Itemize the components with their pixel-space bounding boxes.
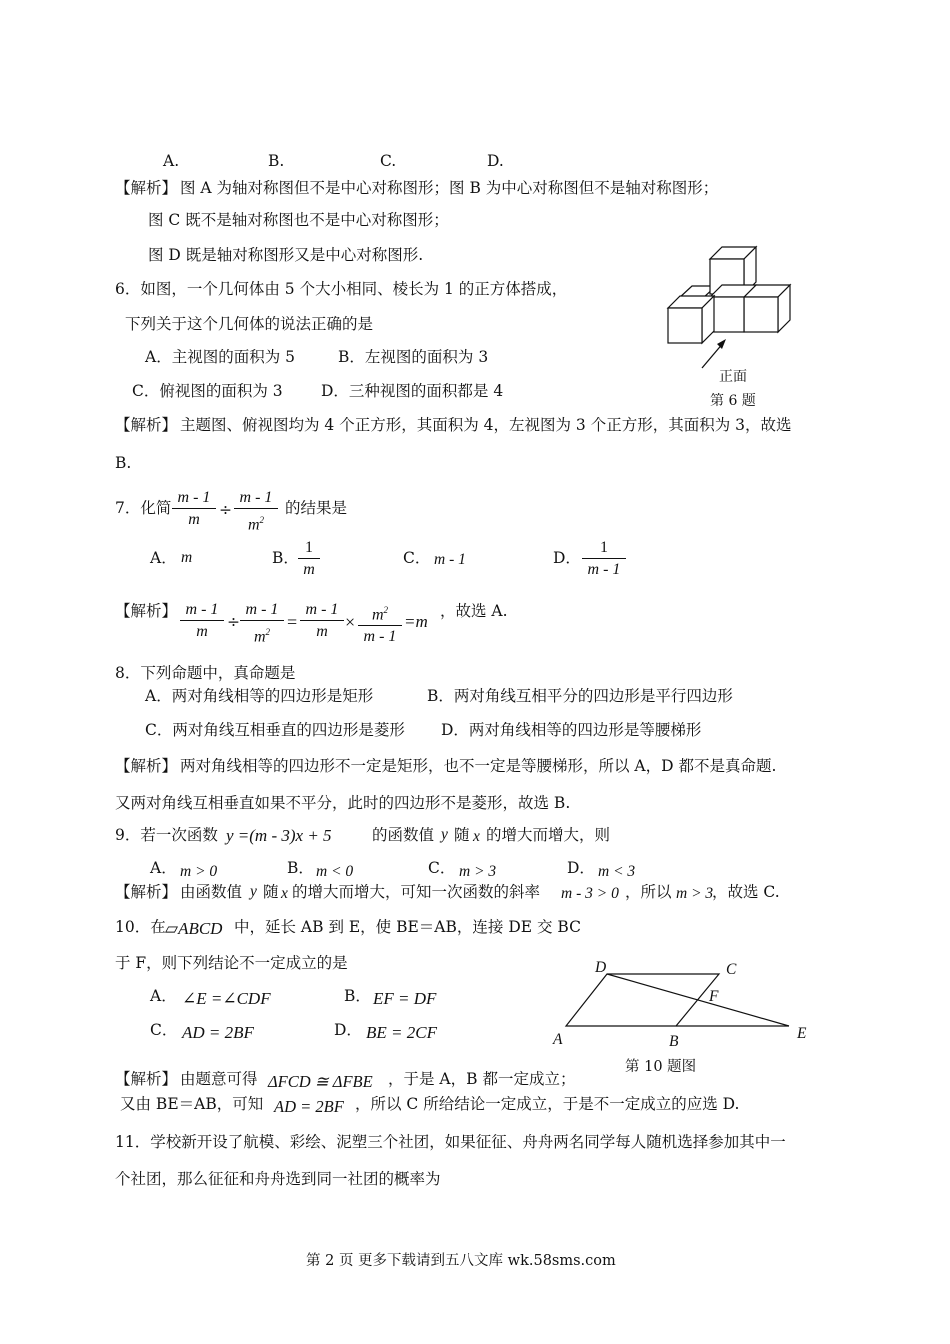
q7-stem-prefix: 7．化简: [115, 499, 172, 517]
q5-analysis-line: 图 D 既是轴对称图形又是中心对称图形.: [148, 246, 424, 264]
q6-analysis-label: 【解析】: [115, 416, 178, 434]
q7-stem-suffix: 的结果是: [285, 499, 348, 517]
q7-option-c-label: C．: [403, 549, 431, 567]
q10-option-a-label: A．: [150, 987, 177, 1005]
q7-option-b-label: B．: [272, 549, 299, 567]
q7-analysis-divide: ÷: [227, 613, 240, 631]
q6-figure-caption: 第 6 题: [710, 393, 756, 409]
q9-stem-mid: 随: [454, 826, 470, 844]
q8-analysis-label: 【解析】: [115, 757, 178, 775]
q9-option-c-label: C．: [428, 859, 456, 877]
q7-analysis-tail: ，故选 A.: [440, 602, 508, 620]
q7-divide-sign: ÷: [219, 501, 232, 519]
q8-option-d: D．两对角线相等的四边形是等腰梯形: [441, 721, 702, 739]
q6-stem: 6．如图，一个几何体由 5 个大小相同、棱长为 1 的正方体搭成，: [115, 280, 568, 298]
q9-analysis-text: 随: [263, 883, 279, 901]
q6-option-d: D．三种视图的面积都是 4: [321, 382, 504, 400]
q10-analysis-expr: ΔFCD ≅ ΔFBE: [268, 1072, 373, 1091]
q5-analysis-line: 图 A 为轴对称图但不是中心对称图形；图 B 为中心对称图但不是轴对称图形；: [180, 179, 719, 197]
q8-analysis-line: 又两对角线互相垂直如果不平分，此时的四边形不是菱形，故选 B.: [115, 794, 571, 812]
q10-parallelogram: ▱ABCD: [165, 919, 223, 938]
q9-analysis-var-y: y: [250, 883, 257, 900]
q10-label-d: D: [595, 959, 607, 976]
q10-stem-prefix: 10．在: [115, 918, 166, 936]
q10-option-c-value: AD = 2BF: [182, 1023, 254, 1042]
q9-function: y =(m - 3)x + 5: [226, 826, 332, 845]
q8-stem: 8．下列命题中，真命题是: [115, 664, 296, 682]
q9-analysis-expr: m - 3 > 0: [561, 885, 619, 902]
q10-label-a: A: [553, 1031, 563, 1048]
q9-option-b-value: m < 0: [316, 863, 354, 880]
q7-fraction-1: m - 1 m: [172, 488, 216, 531]
q5-option-d: D.: [487, 152, 504, 170]
q11-stem: 个社团，那么征征和舟舟选到同一社团的概率为: [115, 1170, 441, 1188]
q10-label-c: C: [726, 961, 737, 978]
q7-fraction-2: m - 1 $m^2$: [234, 488, 278, 536]
q10-option-b-value: EF = DF: [373, 989, 437, 1008]
q5-option-b: B.: [268, 152, 285, 170]
q7-option-d-label: D．: [553, 549, 581, 567]
q10-analysis-text: 由题意可得: [180, 1070, 258, 1088]
q9-analysis-expr: m > 3: [676, 885, 714, 902]
q10-option-d-label: D．: [334, 1021, 362, 1039]
q7-analysis-equals: =: [287, 612, 298, 632]
q10-figure-caption: 第 10 题图: [625, 1059, 697, 1075]
q9-option-b-label: B．: [287, 859, 314, 877]
q6-option-a: A．主视图的面积为 5: [145, 348, 295, 366]
q9-analysis-text: ，故选 C.: [712, 883, 780, 901]
q6-analysis-line: B.: [115, 454, 132, 472]
q10-analysis-text: ，所以 C 所给结论一定成立，于是不一定成立的应选 D.: [355, 1095, 740, 1113]
q8-option-c: C．两对角线互相垂直的四边形是菱形: [145, 721, 405, 739]
q5-analysis-label: 【解析】: [115, 179, 178, 197]
q9-analysis-text: ，所以: [625, 883, 672, 901]
q9-stem-suffix: 的增大而增大，则: [486, 826, 611, 844]
q8-option-b: B．两对角线互相平分的四边形是平行四边形: [427, 687, 733, 705]
q8-analysis-line: 两对角线相等的四边形不一定是矩形，也不一定是等腰梯形，所以 A，D 都不是真命题.: [180, 757, 777, 775]
q10-option-c-label: C．: [150, 1021, 178, 1039]
q9-option-d-label: D．: [567, 859, 595, 877]
q9-stem-prefix: 9．若一次函数: [115, 826, 218, 844]
q10-stem: 中，延长 AB 到 E，使 BE＝AB，连接 DE 交 BC: [234, 918, 581, 936]
q10-option-b-label: B．: [344, 987, 371, 1005]
q10-analysis-label: 【解析】: [115, 1070, 178, 1088]
q6-option-b: B．左视图的面积为 3: [338, 348, 489, 366]
q5-analysis-line: 图 C 既不是轴对称图也不是中心对称图形；: [148, 211, 449, 229]
q9-var-x: x: [473, 828, 480, 845]
q8-option-a: A．两对角线相等的四边形是矩形: [145, 687, 374, 705]
q9-option-a-label: A．: [150, 859, 177, 877]
q7-analysis-fraction: $m^2$ m - 1: [358, 600, 402, 648]
q7-option-c-value: m - 1: [434, 551, 466, 568]
q10-label-f: F: [709, 988, 719, 1005]
q6-stem: 下列关于这个几何体的说法正确的是: [125, 315, 374, 333]
q10-option-d-value: BE = 2CF: [366, 1023, 437, 1042]
q11-stem: 11．学校新开设了航模、彩绘、泥塑三个社团，如果征征、舟舟两名同学每人随机选择参加其中一: [115, 1133, 786, 1151]
q9-analysis-text: 由函数值: [180, 883, 243, 901]
q9-stem-mid: 的函数值: [372, 826, 435, 844]
q7-option-b-fraction: 1 m: [298, 538, 320, 581]
q9-analysis-text: 的增大而增大，可知一次函数的斜率: [292, 883, 541, 901]
q7-analysis-times: ×: [345, 612, 356, 632]
segment-de: [607, 974, 789, 1026]
q6-front-label: 正面: [719, 369, 747, 385]
q9-option-d-value: m < 3: [598, 863, 636, 880]
q7-analysis-fraction: m - 1 m: [300, 600, 344, 643]
q10-analysis-text: 又由 BE＝AB，可知: [120, 1095, 264, 1113]
q7-analysis-result: =m: [404, 612, 428, 631]
q9-option-c-value: m > 3: [459, 863, 497, 880]
q9-analysis-var-x: x: [281, 885, 288, 902]
q10-analysis-expr: AD = 2BF: [274, 1097, 344, 1116]
q7-option-a-value: m: [181, 549, 193, 566]
q9-option-a-value: m > 0: [180, 863, 218, 880]
q7-option-a-label: A．: [150, 549, 177, 567]
q10-label-e: E: [797, 1025, 807, 1042]
q6-analysis-line: 主题图、俯视图均为 4 个正方形，其面积为 4，左视图为 3 个正方形，其面积为 3，故选: [180, 416, 792, 434]
q7-analysis-label: 【解析】: [115, 602, 178, 620]
q10-option-a-value: ∠E =∠CDF: [182, 989, 271, 1008]
q7-analysis-fraction: m - 1 $m^2$: [240, 600, 284, 648]
q5-option-a: A.: [163, 152, 180, 170]
q5-option-c: C.: [380, 152, 397, 170]
q7-option-d-fraction: 1 m - 1: [582, 538, 626, 581]
q6-option-c: C．俯视图的面积为 3: [132, 382, 283, 400]
q10-analysis-text: ，于是 A，B 都一定成立；: [388, 1070, 576, 1088]
q10-stem: 于 F，则下列结论不一定成立的是: [115, 954, 348, 972]
q9-analysis-label: 【解析】: [115, 883, 178, 901]
q10-label-b: B: [669, 1033, 679, 1050]
page-footer: 第 2 页 更多下载请到五八文库 wk.58sms.com: [306, 1253, 616, 1269]
q9-var-y: y: [441, 826, 448, 843]
q7-analysis-fraction: m - 1 m: [180, 600, 224, 643]
